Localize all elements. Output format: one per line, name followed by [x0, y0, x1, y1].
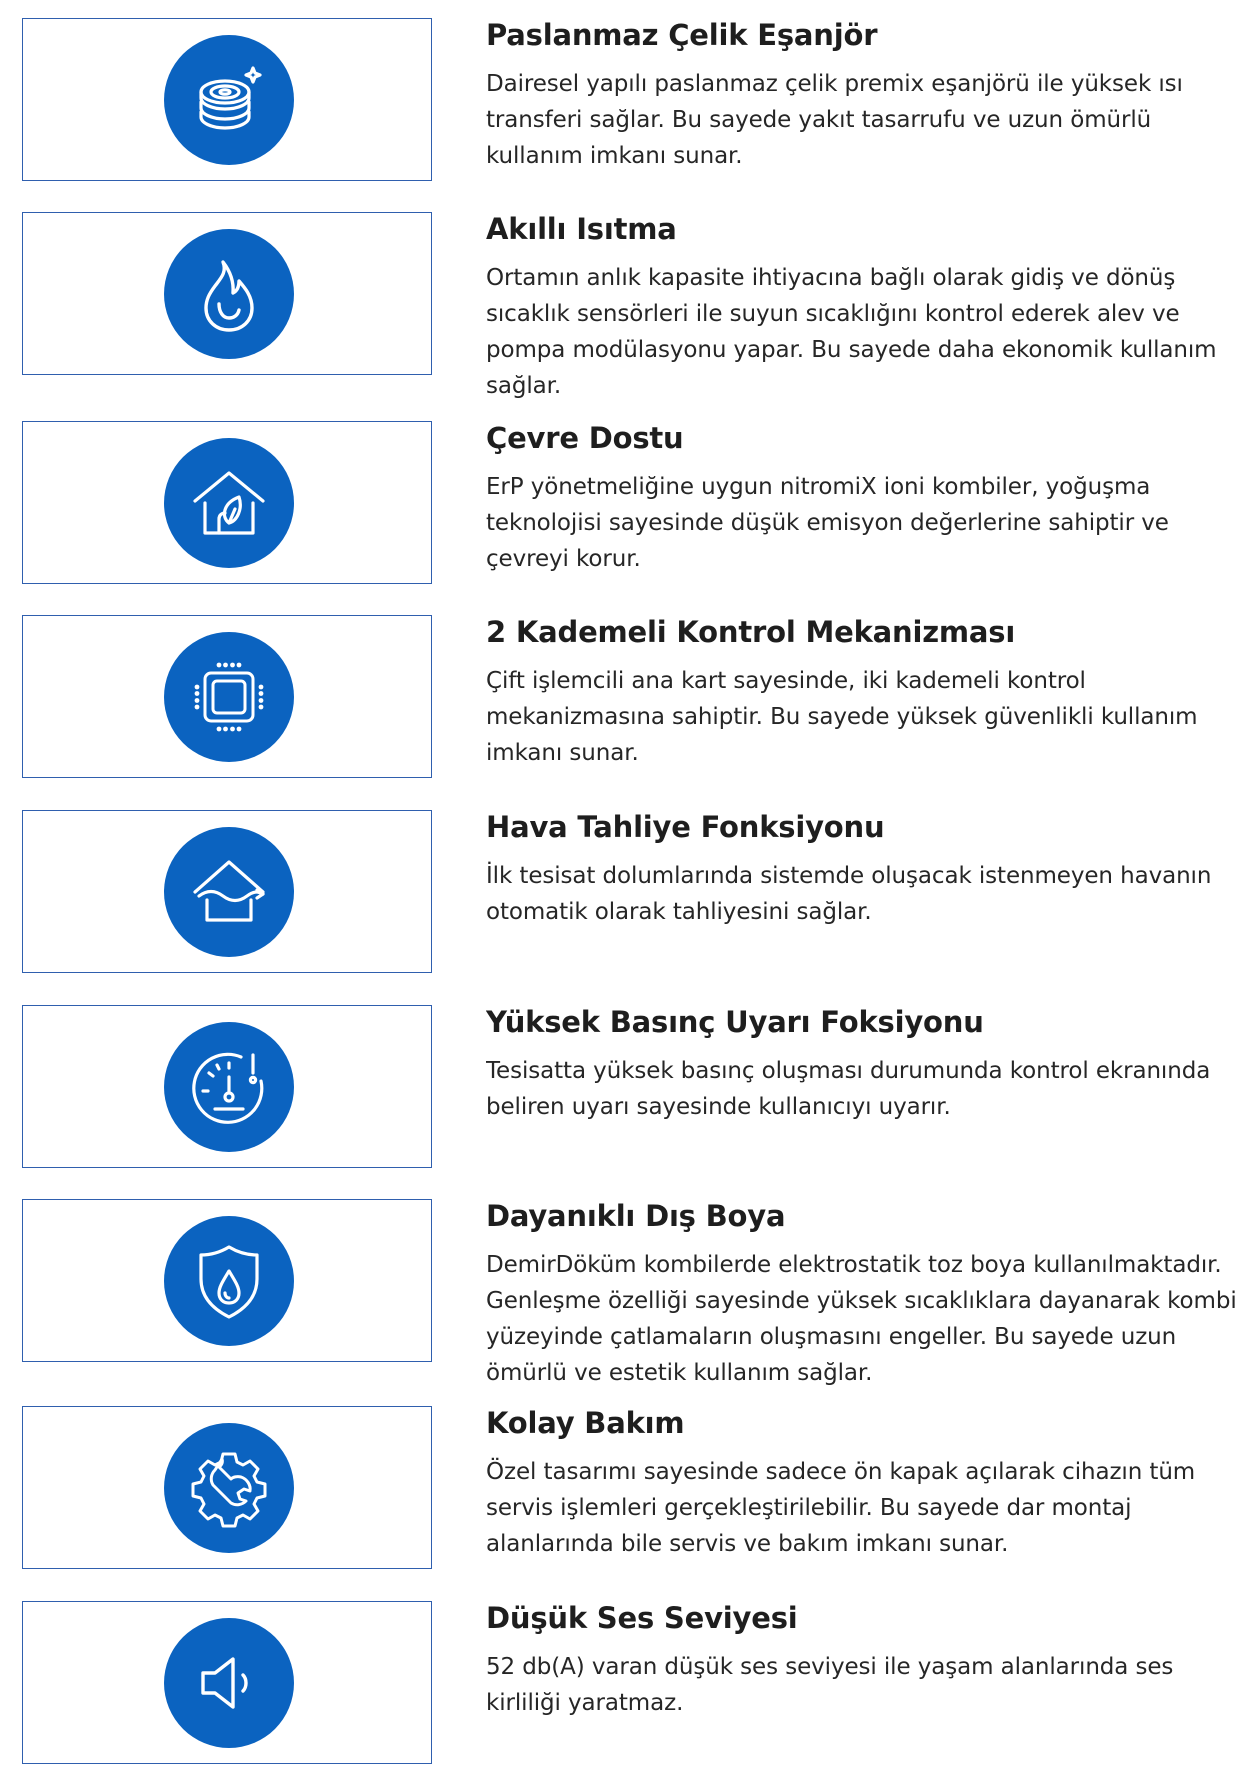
description-line: mekanizmasına sahiptir. Bu sayede yüksek güvenlikli kullanım — [486, 704, 1198, 730]
feature-description — [486, 1454, 1251, 1562]
icon-box — [22, 1005, 432, 1168]
shield-drop-icon — [189, 1241, 269, 1321]
icon-circle — [164, 35, 294, 165]
description-line: İlk tesisat dolumlarında sistemde oluşacak istenmeyen havanın — [486, 863, 1212, 889]
icon-circle — [164, 1423, 294, 1553]
feature-description — [486, 260, 1251, 404]
pressure-gauge-icon — [189, 1047, 269, 1127]
feature-text — [486, 18, 1251, 174]
air-vent-house-icon — [189, 852, 269, 932]
description-line: transferi sağlar. Bu sayede yakıt tasarrufu ve uzun ömürlü — [486, 107, 1152, 133]
description-line: alanlarında bile servis ve bakım imkanı sunar. — [486, 1531, 1009, 1557]
description-line: yüzeyinde çatlamaların oluşmasını engeller. Bu sayede uzun — [486, 1324, 1177, 1350]
feature-description — [486, 858, 1251, 930]
feature-description — [486, 66, 1251, 174]
eco-house-icon — [189, 463, 269, 543]
icon-circle — [164, 1022, 294, 1152]
description-line: kirliliği yaratmaz. — [486, 1690, 684, 1716]
feature-title: Düşük Ses Seviyesi — [486, 1601, 798, 1635]
description-line: Ortamın anlık kapasite ihtiyacına bağlı olarak gidiş ve dönüş — [486, 265, 1176, 291]
icon-box — [22, 1406, 432, 1569]
feature-text — [486, 212, 1251, 404]
feature-description — [486, 469, 1251, 577]
gear-wrench-icon — [189, 1448, 269, 1528]
feature-description — [486, 663, 1251, 771]
icon-box — [22, 1601, 432, 1764]
icon-circle — [164, 1216, 294, 1346]
description-line: ErP yönetmeliğine uygun nitromiX ioni kombiler, yoğuşma — [486, 474, 1151, 500]
description-line: servis işlemleri gerçekleştirilebilir. Bu sayede dar montaj — [486, 1495, 1132, 1521]
feature-title: Paslanmaz Çelik Eşanjör — [486, 18, 878, 52]
feature-text — [486, 421, 1251, 577]
icon-box — [22, 615, 432, 778]
icon-circle — [164, 229, 294, 359]
feature-description — [486, 1247, 1251, 1391]
description-line: Genleşme özelliği sayesinde yüksek sıcaklıklara dayanarak kombi — [486, 1288, 1237, 1314]
feature-title: Çevre Dostu — [486, 421, 684, 455]
feature-title: Akıllı Isıtma — [486, 212, 677, 246]
icon-circle — [164, 438, 294, 568]
feature-description — [486, 1053, 1251, 1125]
icon-circle — [164, 632, 294, 762]
description-line: kullanım imkanı sunar. — [486, 143, 743, 169]
description-line: çevreyi korur. — [486, 546, 641, 572]
flame-icon — [189, 254, 269, 334]
icon-box — [22, 810, 432, 973]
description-line: otomatik olarak tahliyesini sağlar. — [486, 899, 872, 925]
description-line: sağlar. — [486, 373, 562, 399]
feature-title: Dayanıklı Dış Boya — [486, 1199, 786, 1233]
description-line: beliren uyarı sayesinde kullanıcıyı uyarır. — [486, 1094, 951, 1120]
feature-text — [486, 1601, 1251, 1721]
feature-title: Kolay Bakım — [486, 1406, 685, 1440]
description-line: imkanı sunar. — [486, 740, 639, 766]
icon-box — [22, 421, 432, 584]
description-line: 52 db(A) varan düşük ses seviyesi ile yaşam alanlarında ses — [486, 1654, 1174, 1680]
feature-title: 2 Kademeli Kontrol Mekanizması — [486, 615, 1016, 649]
description-line: Tesisatta yüksek basınç oluşması durumunda kontrol ekranında — [486, 1058, 1211, 1084]
description-line: Özel tasarımı sayesinde sadece ön kapak açılarak cihazın tüm — [486, 1459, 1196, 1485]
description-line: ömürlü ve estetik kullanım sağlar. — [486, 1360, 873, 1386]
feature-title: Yüksek Basınç Uyarı Foksiyonu — [486, 1005, 984, 1039]
description-line: teknolojisi sayesinde düşük emisyon değerlerine sahiptir ve — [486, 510, 1169, 536]
feature-title: Hava Tahliye Fonksiyonu — [486, 810, 885, 844]
feature-description — [486, 1649, 1251, 1721]
heat-exchanger-icon — [189, 60, 269, 140]
description-line: Çift işlemcili ana kart sayesinde, iki kademeli kontrol — [486, 668, 1086, 694]
feature-text — [486, 810, 1251, 930]
feature-text — [486, 1005, 1251, 1125]
feature-text — [486, 1406, 1251, 1562]
feature-text — [486, 615, 1251, 771]
icon-box — [22, 1199, 432, 1362]
speaker-low-icon — [189, 1643, 269, 1723]
description-line: sıcaklık sensörleri ile suyun sıcaklığını kontrol ederek alev ve — [486, 301, 1180, 327]
icon-circle — [164, 827, 294, 957]
description-line: DemirDöküm kombilerde elektrostatik toz boya kullanılmaktadır. — [486, 1252, 1222, 1278]
icon-box — [22, 212, 432, 375]
icon-box — [22, 18, 432, 181]
icon-circle — [164, 1618, 294, 1748]
description-line: pompa modülasyonu yapar. Bu sayede daha ekonomik kullanım — [486, 337, 1217, 363]
feature-text — [486, 1199, 1251, 1391]
processor-chip-icon — [189, 657, 269, 737]
description-line: Dairesel yapılı paslanmaz çelik premix eşanjörü ile yüksek ısı — [486, 71, 1183, 97]
